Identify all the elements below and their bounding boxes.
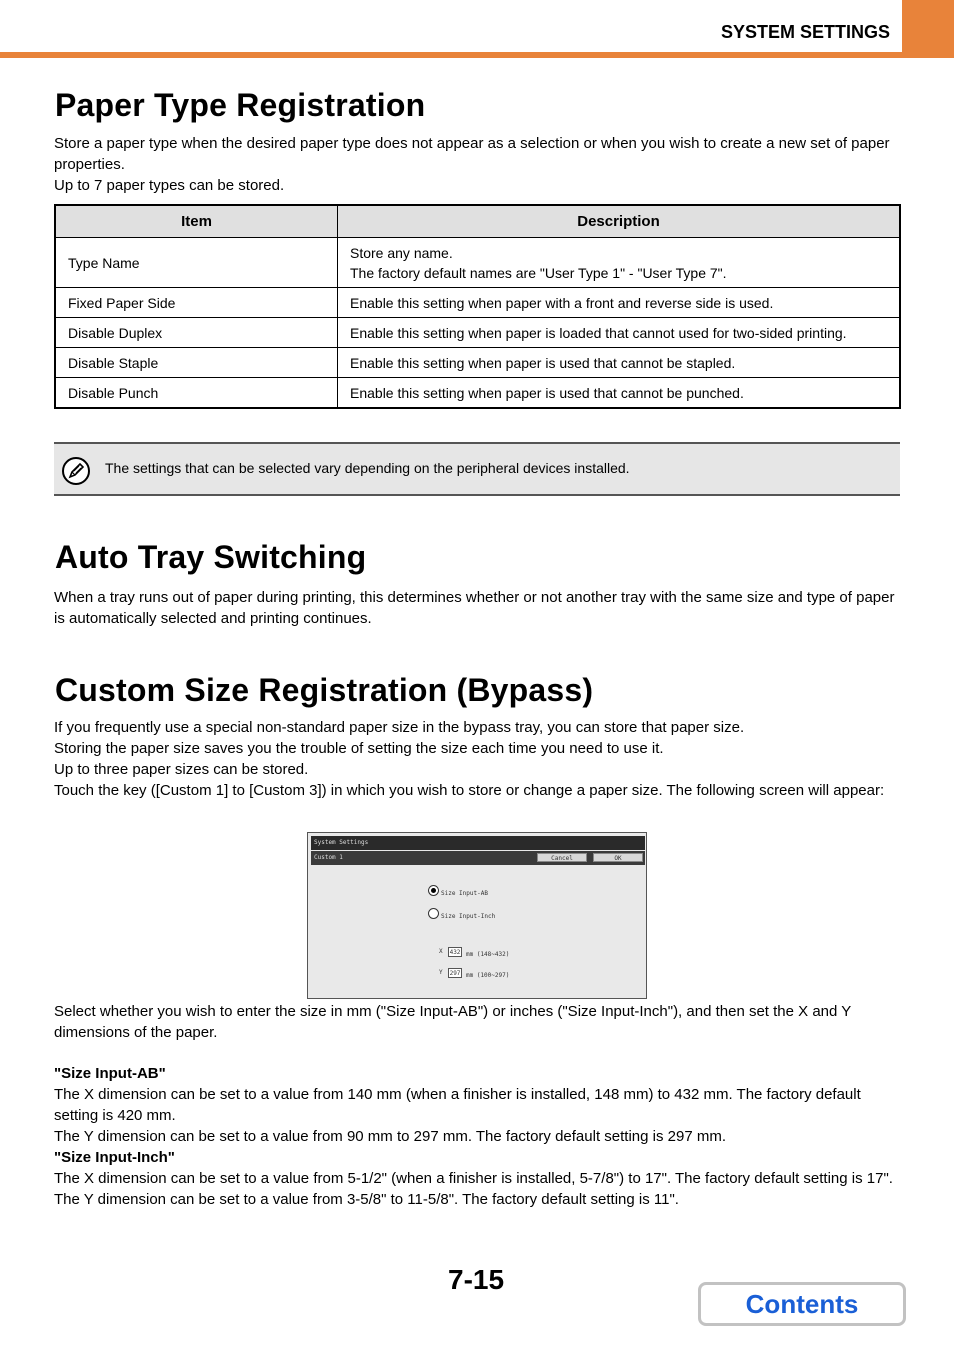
x-range: mm (148~432): [466, 951, 510, 958]
paragraph: Store a paper type when the desired paper type does not appear as a selection or when you wish to create a new set of paper properties.: [54, 135, 890, 173]
description-line: The factory default names are "User Type 1" - "User Type 7".: [350, 264, 727, 281]
table-row: [55, 238, 900, 288]
paragraph: The Y dimension can be set to a value from 90 mm to 297 mm. The factory default setting is 297 mm.: [54, 1128, 726, 1145]
row-description: Enable this setting when paper is loaded that cannot used for two-sided printing.: [338, 318, 901, 348]
cancel-button[interactable]: Cancel: [537, 853, 587, 862]
table-row: [55, 378, 900, 409]
row-description: Enable this setting when paper with a front and reverse side is used.: [338, 288, 901, 318]
custom-size-screenshot: [307, 832, 647, 999]
custom-size-intro: [54, 717, 904, 801]
row-item: Disable Duplex: [55, 318, 338, 348]
screen-subtitle-bar: [311, 851, 645, 865]
col-header-item: Item: [55, 205, 338, 238]
header-tab: [902, 0, 954, 58]
x-value-field[interactable]: 432: [449, 949, 461, 956]
note-text: The settings that can be selected vary depending on the peripheral devices installed.: [105, 460, 630, 476]
table-row: [55, 348, 900, 378]
auto-tray-paragraph: When a tray runs out of paper during printing, this determines whether or not another tray with the same size and type of paper is automatically selected and printing continues.: [54, 589, 895, 627]
x-label: X: [439, 948, 443, 955]
ok-button[interactable]: OK: [593, 853, 643, 862]
after-screen-paragraph: Select whether you wish to enter the size in mm ("Size Input-AB") or inches ("Size Input-Inch"), and then set the X and Y dimensions of the paper.: [54, 1003, 851, 1041]
paragraph: The Y dimension can be set to a value from 3-5/8" to 11-5/8". The factory default setting is 11".: [54, 1191, 679, 1208]
paragraph: Storing the paper size saves you the trouble of setting the size each time you need to use it.: [54, 740, 664, 757]
screen-title-bar: System Settings: [311, 836, 645, 850]
page-number: 7-15: [448, 1264, 505, 1295]
col-header-description: Description: [338, 205, 901, 238]
paragraph: Up to 7 paper types can be stored.: [54, 177, 285, 194]
contents-button[interactable]: Contents: [698, 1282, 906, 1326]
paper-type-table: [54, 204, 901, 409]
heading-custom-size-registration: Custom Size Registration (Bypass): [55, 672, 594, 708]
y-label: Y: [439, 969, 443, 976]
row-description: Enable this setting when paper is used that cannot be punched.: [338, 378, 901, 409]
size-input-inch-heading: "Size Input-Inch": [54, 1149, 175, 1166]
size-input-ab-heading: "Size Input-AB": [54, 1065, 166, 1082]
y-value-field[interactable]: 297: [449, 970, 461, 977]
pencil-note-icon: [62, 457, 90, 485]
header-rule: [0, 52, 954, 58]
table-row: [55, 288, 900, 318]
row-item: Disable Punch: [55, 378, 338, 409]
note-box: [54, 442, 900, 496]
row-description: Enable this setting when paper is used that cannot be stapled.: [338, 348, 901, 378]
paragraph: The X dimension can be set to a value from 140 mm (when a finisher is installed, 148 mm) to 432 mm. The factory default setting is 420 mm.: [54, 1086, 861, 1124]
heading-paper-type-registration: Paper Type Registration: [55, 87, 426, 123]
header-title: SYSTEM SETTINGS: [720, 22, 890, 42]
screen-subtitle: Custom 1: [314, 854, 343, 861]
y-range: mm (100~297): [466, 972, 510, 979]
table-row: [55, 318, 900, 348]
size-input-details: [54, 1063, 904, 1210]
row-item: Fixed Paper Side: [55, 288, 338, 318]
row-item: Disable Staple: [55, 348, 338, 378]
paragraph: The X dimension can be set to a value from 5-1/2" (when a finisher is installed, 5-7/8") to 17". The factory default setting is 17".: [54, 1170, 893, 1187]
size-input-ab-label: Size Input-AB: [441, 890, 488, 897]
description-line: Store any name.: [350, 244, 453, 261]
size-input-inch-label: Size Input-Inch: [441, 913, 496, 920]
paragraph: Touch the key ([Custom 1] to [Custom 3]) in which you wish to store or change a paper size. The following screen will appear:: [54, 782, 885, 799]
paper-type-intro: [54, 133, 904, 196]
size-input-inch-radio[interactable]: [428, 908, 439, 919]
row-description: [338, 238, 901, 288]
paragraph: Up to three paper sizes can be stored.: [54, 761, 309, 778]
heading-auto-tray-switching: Auto Tray Switching: [55, 539, 367, 575]
paragraph: If you frequently use a special non-standard paper size in the bypass tray, you can store that paper size.: [54, 719, 745, 736]
size-input-ab-radio[interactable]: [428, 885, 439, 896]
row-item: Type Name: [55, 238, 338, 288]
